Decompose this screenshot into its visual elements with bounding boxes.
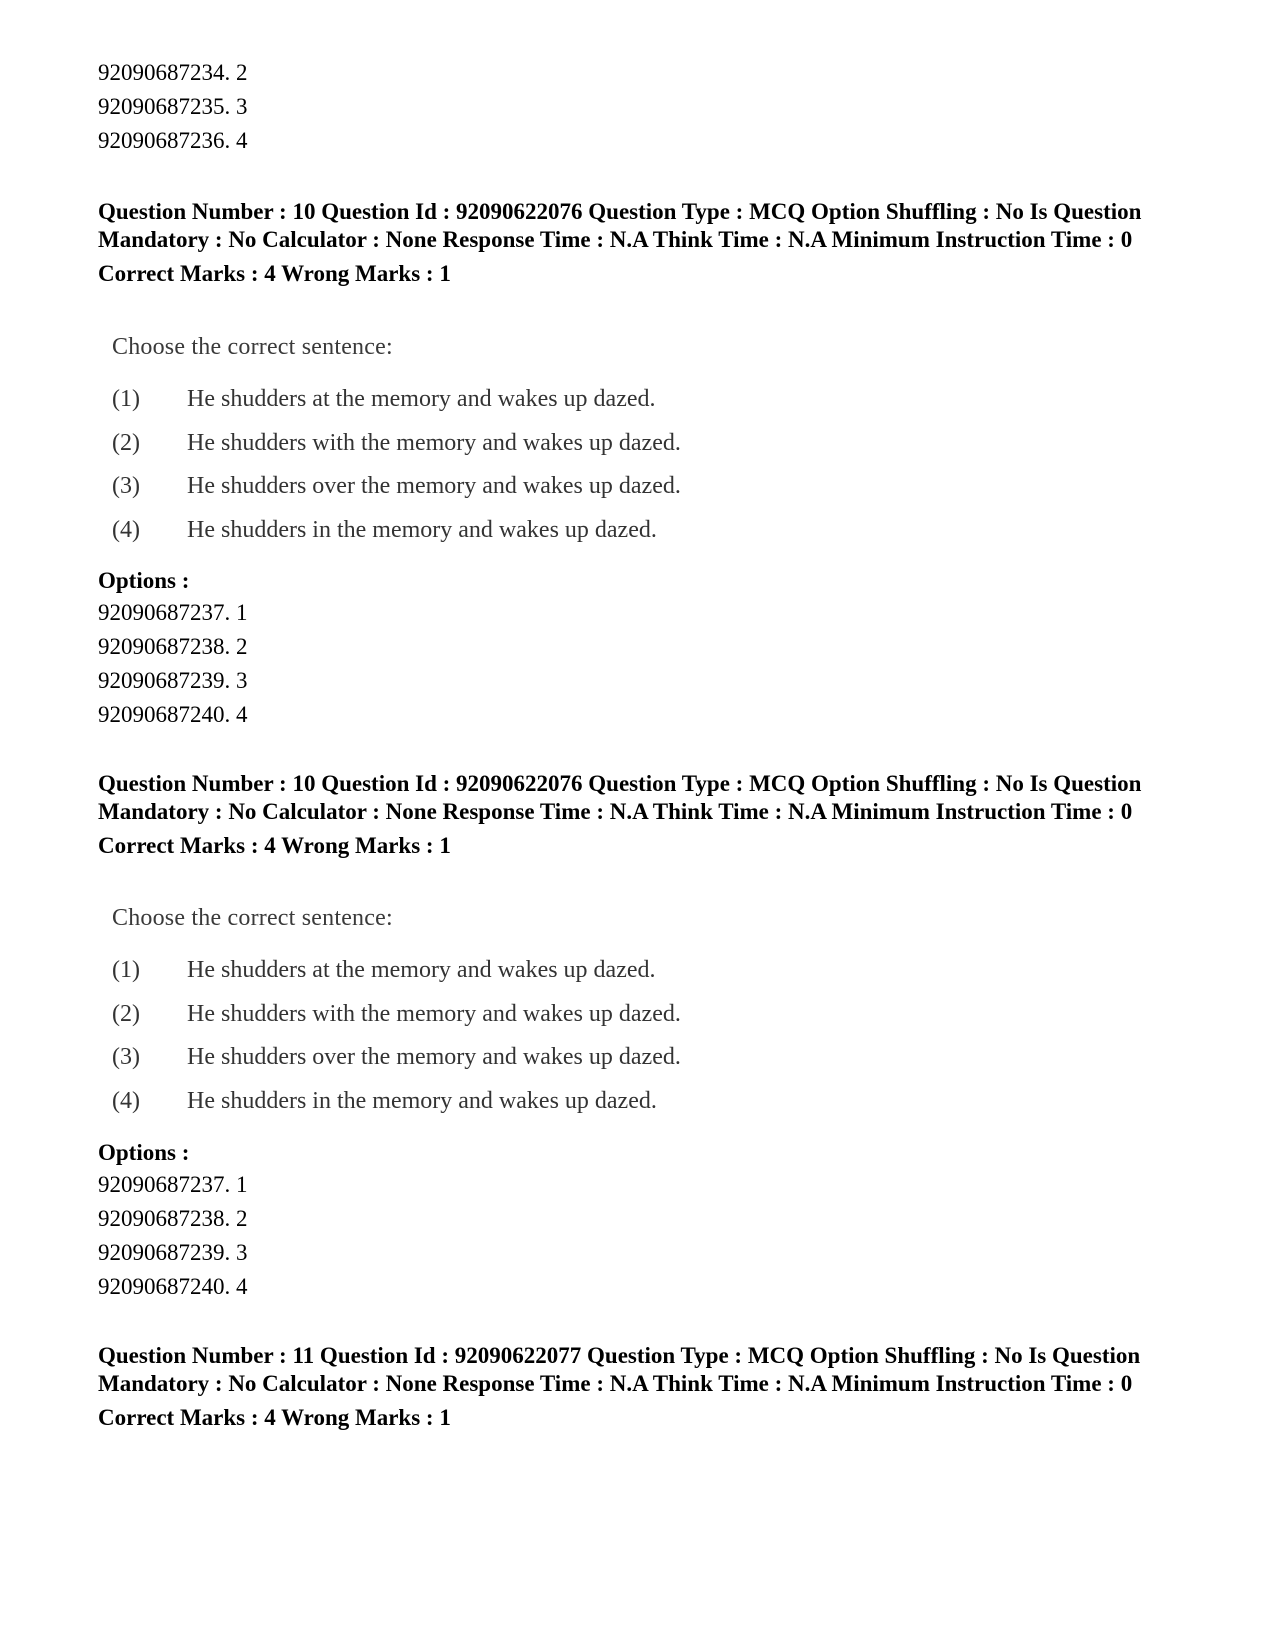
- choice-number: (2): [112, 429, 140, 456]
- question-meta: Question Number : 11 Question Id : 92090622077 Question Type : MCQ Option Shuffling : No Is Question Mandatory : No Calculator : None Response Time : N.A Think Time : N.A Minimum Instruction Time : 0: [98, 1343, 1141, 1396]
- question-image-text: [112, 903, 872, 1129]
- question-meta: Question Number : 10 Question Id : 92090622076 Question Type : MCQ Option Shuffling : No Is Question Mandatory : No Calculator : None Response Time : N.A Think Time : N.A Minimum Instruction Time : 0: [98, 771, 1142, 824]
- question-header: [98, 198, 1178, 288]
- choice-text: He shudders over the memory and wakes up dazed.: [187, 473, 681, 499]
- choice-text: He shudders over the memory and wakes up dazed.: [187, 1044, 681, 1070]
- choice-row: [112, 428, 872, 472]
- choice-row: [112, 955, 872, 999]
- choice-number: (3): [112, 1044, 140, 1070]
- option-line: 92090687238. 2: [98, 1206, 248, 1231]
- question-prompt: Choose the correct sentence:: [112, 334, 393, 360]
- option-line: 92090687238. 2: [98, 634, 248, 659]
- options-section: [98, 1138, 1178, 1304]
- options-heading: Options :: [98, 568, 190, 593]
- question-marks: Correct Marks : 4 Wrong Marks : 1: [98, 261, 451, 286]
- choice-text: He shudders at the memory and wakes up dazed.: [187, 386, 656, 412]
- option-line: 92090687239. 3: [98, 668, 248, 693]
- choice-row: [112, 1042, 872, 1086]
- option-line: 92090687237. 1: [98, 1172, 248, 1197]
- question-prompt: Choose the correct sentence:: [112, 905, 393, 931]
- question-header: [98, 770, 1178, 860]
- options-heading: Options :: [98, 1140, 190, 1165]
- choice-number: (2): [112, 1000, 140, 1027]
- choice-row: [112, 999, 872, 1043]
- option-line: 92090687240. 4: [98, 702, 248, 727]
- options-section: [98, 566, 1178, 732]
- choice-text: He shudders in the memory and wakes up dazed.: [187, 1087, 657, 1114]
- choice-number: (4): [112, 516, 140, 543]
- question-meta: Question Number : 10 Question Id : 92090622076 Question Type : MCQ Option Shuffling : No Is Question Mandatory : No Calculator : None Response Time : N.A Think Time : N.A Minimum Instruction Time : 0: [98, 199, 1142, 252]
- question-marks: Correct Marks : 4 Wrong Marks : 1: [98, 1405, 451, 1430]
- option-line: 92090687240. 4: [98, 1274, 248, 1299]
- choice-text: He shudders with the memory and wakes up dazed.: [187, 1000, 681, 1027]
- choice-text: He shudders with the memory and wakes up dazed.: [187, 429, 681, 456]
- choice-text: He shudders in the memory and wakes up dazed.: [187, 516, 657, 543]
- option-line: 92090687237. 1: [98, 600, 248, 625]
- choice-row: [112, 1086, 872, 1130]
- option-line: 92090687236. 4: [98, 128, 248, 153]
- option-line: 92090687235. 3: [98, 94, 248, 119]
- question-header: [98, 1342, 1178, 1432]
- question-image-text: [112, 332, 872, 558]
- choice-row: [112, 471, 872, 515]
- choice-number: (1): [112, 386, 140, 412]
- option-line: 92090687234. 2: [98, 60, 248, 85]
- choice-row: [112, 515, 872, 559]
- choice-number: (3): [112, 473, 140, 499]
- top-options-list: [98, 56, 1178, 158]
- choice-text: He shudders at the memory and wakes up dazed.: [187, 957, 656, 983]
- choice-number: (1): [112, 957, 140, 983]
- option-line: 92090687239. 3: [98, 1240, 248, 1265]
- choice-row: [112, 384, 872, 428]
- choice-number: (4): [112, 1087, 140, 1114]
- question-marks: Correct Marks : 4 Wrong Marks : 1: [98, 833, 451, 858]
